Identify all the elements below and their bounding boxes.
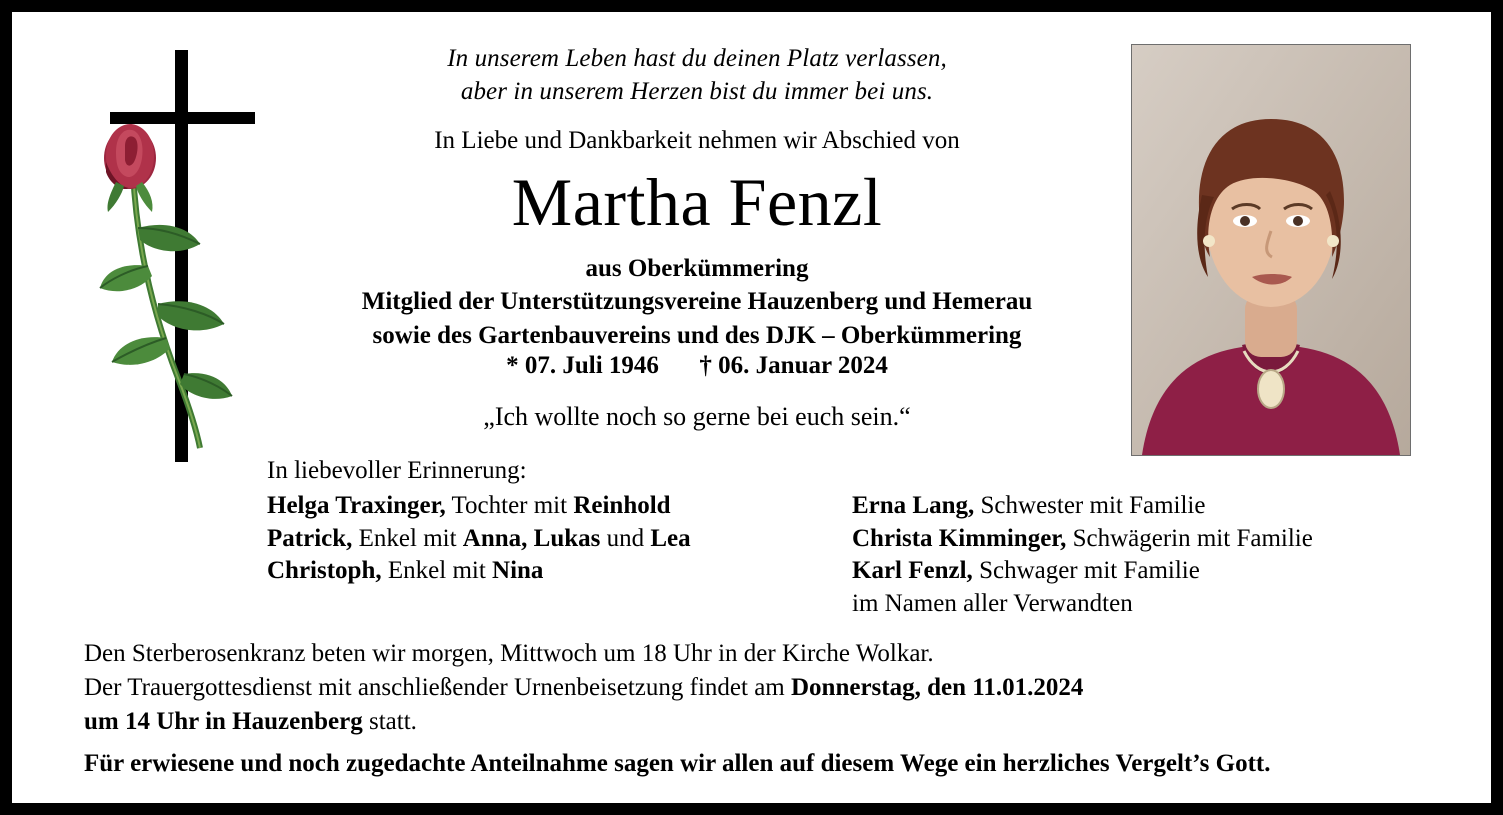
death-date: † 06. Januar 2024 — [699, 352, 888, 379]
thank-you-line: Für erwiesene und noch zugedachte Anteilnahme sagen wir allen auf diesem Wege ein herzliches Vergelt’s Gott. — [84, 750, 1271, 777]
verse-text — [267, 42, 1127, 108]
portrait-photo — [1131, 44, 1411, 456]
mourner-row: Christa Kimminger, Schwägerin mit Familie — [852, 524, 1313, 552]
farewell-text: In Liebe und Dankbarkeit nehmen wir Abschied von — [434, 127, 960, 154]
membership-line-2: sowie des Gartenbauvereins und des DJK – Oberkümmering — [372, 321, 1022, 349]
service-information — [84, 637, 1454, 781]
service-line-3: um 14 Uhr in Hauzenberg statt. — [84, 708, 417, 735]
service-line-2: Der Trauergottesdienst mit anschließender Urnenbeisetzung findet am Donnerstag, den 11.01.2024 — [84, 674, 1084, 701]
obituary-card — [12, 12, 1491, 803]
mourner-row: Erna Lang, Schwester mit Familie — [852, 492, 1206, 519]
origin-line: aus Oberkümmering — [585, 255, 809, 282]
birth-date: * 07. Juli 1946 — [506, 352, 659, 379]
mourners-column-left — [267, 490, 827, 588]
service-line-1: Den Sterberosenkranz beten wir morgen, Mittwoch um 18 Uhr in der Kirche Wolkar. — [84, 640, 934, 667]
personal-quote: „Ich wollte noch so gerne bei euch sein.“ — [483, 402, 911, 431]
mourners-intro: In liebevoller Erinnerung: — [267, 457, 527, 484]
mourner-row: Christoph, Enkel mit Nina — [267, 557, 544, 584]
mourner-row: Karl Fenzl, Schwager mit Familie — [852, 557, 1200, 584]
deceased-name: Martha Fenzl — [511, 164, 883, 240]
membership-line-1: Mitglied der Unterstützungsvereine Hauzenberg und Hemerau — [361, 288, 1033, 316]
mourner-row: Helga Traxinger, Tochter mit Reinhold — [267, 492, 671, 519]
mourners-column-right — [852, 490, 1472, 620]
cross-and-rose-artwork — [82, 34, 272, 464]
mourner-row: Patrick, Enkel mit Anna, Lukas und Lea — [267, 524, 691, 552]
verse-line-2: aber in unserem Herzen bist du immer bei uns. — [460, 78, 934, 105]
deceased-details — [257, 252, 1137, 352]
verse-line-1: In unserem Leben hast du deinen Platz verlassen, — [447, 45, 947, 72]
mourner-row: im Namen aller Verwandten — [852, 589, 1133, 617]
rose-icon — [92, 116, 242, 456]
life-dates — [257, 352, 1137, 380]
